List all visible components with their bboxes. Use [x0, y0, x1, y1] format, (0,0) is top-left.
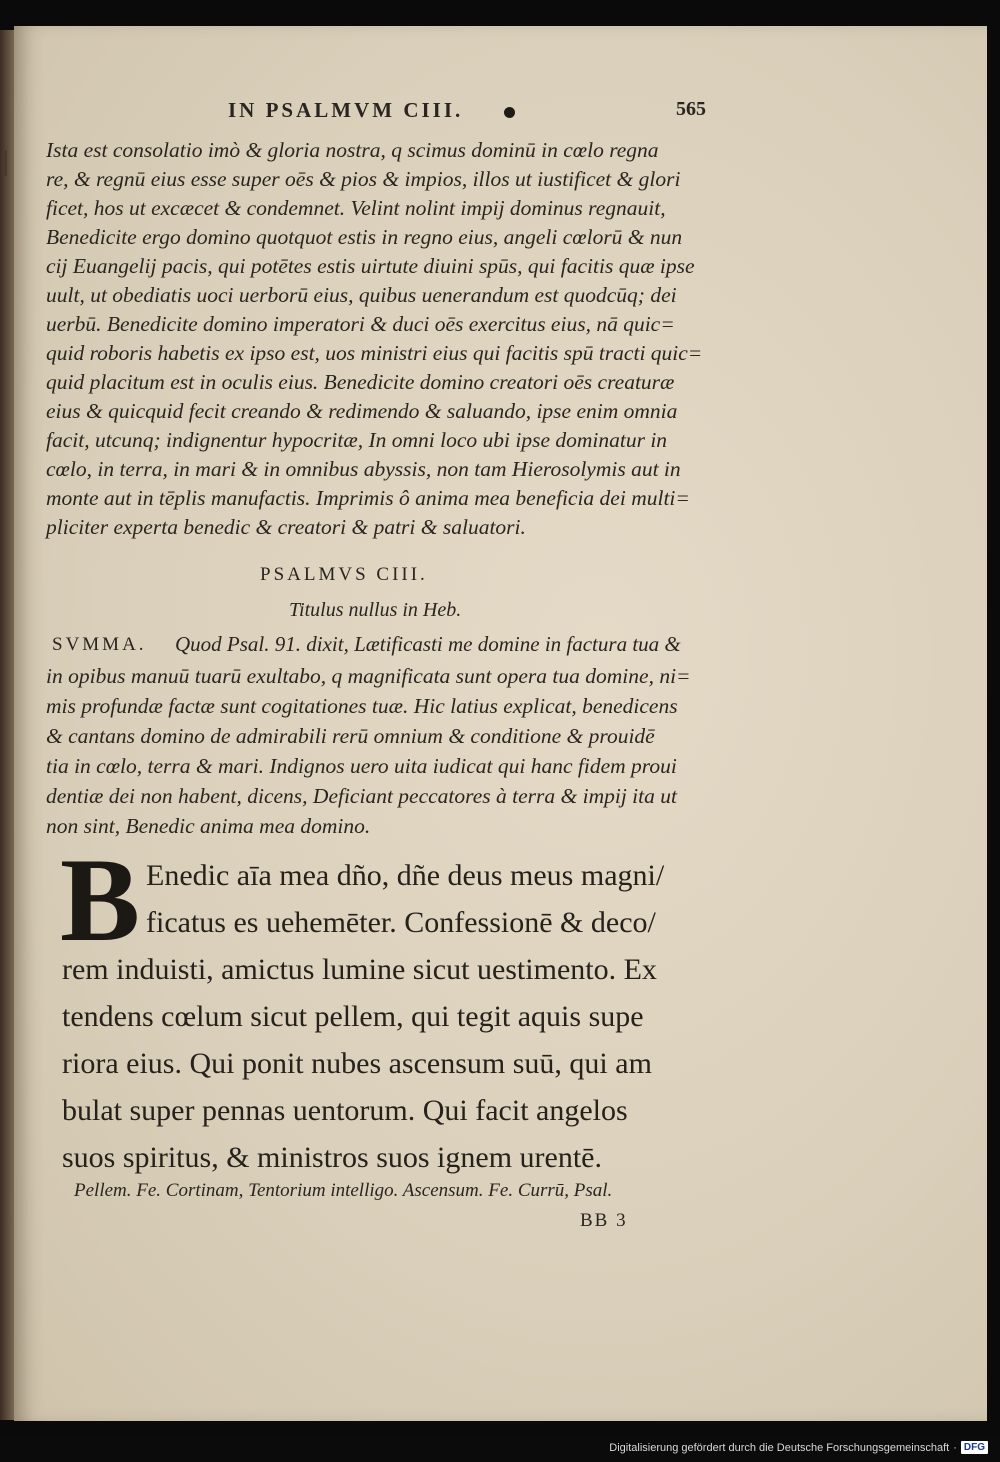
summa-label: SVMMA.	[52, 634, 147, 655]
summa-line: mis profundæ factæ sunt cogitationes tuæ. Hic latius explicat, benedicens	[46, 694, 678, 718]
summa-line: tia in cœlo, terra & mari. Indignos uero uita iudicat qui hanc fidem proui	[46, 754, 677, 778]
footer-credit	[609, 1441, 988, 1454]
summa-line: in opibus manuū tuarū exultabo, q magnificata sunt opera tua domine, ni=	[46, 664, 691, 688]
commentary-line: eius & quicquid fecit creando & redimendo & saluando, ipse enim omnia	[46, 399, 678, 423]
psalm-text-line: Enedic aīa mea dño, dñe deus meus magni/	[146, 859, 665, 892]
psalm-text-line: riora eius. Qui ponit nubes ascensum suū, qui am	[62, 1047, 652, 1080]
credit-separator: ·	[953, 1441, 957, 1454]
commentary-line: cij Euangelij pacis, qui potētes estis uirtute diuini spūs, qui facitis quæ ipse	[46, 254, 695, 278]
dfg-logo: DFG	[961, 1441, 988, 1454]
summa-line: & cantans domino de admirabili rerū omnium & conditione & prouidē	[46, 724, 655, 748]
commentary-line: quid placitum est in oculis eius. Benedicite domino creatori oēs creaturæ	[46, 370, 675, 394]
commentary-line: Benedicite ergo domino quotquot estis in regno eius, angeli cœlorū & nun	[46, 225, 683, 249]
header-dot	[504, 107, 515, 118]
psalm-text-line: bulat super pennas uentorum. Qui facit angelos	[62, 1094, 628, 1127]
running-title: IN PSALMVM CIII.	[228, 98, 464, 122]
psalm-text-block	[62, 852, 722, 1181]
commentary-line: quid roboris habetis ex ipso est, uos ministri eius qui facitis spū tracti quic=	[46, 341, 703, 365]
commentary-line: re, & regnū eius esse super oēs & pios & impios, illos ut iustificet & glori	[46, 167, 681, 191]
psalm-text-line: suos spiritus, & ministros suos ignem urentē.	[62, 1141, 602, 1174]
psalm-heading: PSALMVS CIII.	[260, 564, 428, 585]
commentary-line: ficet, hos ut excæcet & condemnet. Velint nolint impij dominus regnauit,	[46, 196, 666, 220]
page-number: 565	[676, 98, 706, 120]
commentary-line: cœlo, in terra, in mari & in omnibus abyssis, non tam Hierosolymis aut in	[46, 457, 681, 481]
psalm-subtitle: Titulus nullus in Heb.	[289, 599, 462, 621]
summa-line: non sint, Benedic anima mea domino.	[46, 814, 371, 838]
signature-mark: BB 3	[580, 1210, 628, 1231]
commentary-block	[46, 136, 716, 542]
commentary-line: uerbū. Benedicite domino imperatori & duci oēs exercitus eius, nā quic=	[46, 312, 675, 336]
psalm-text-line: rem induisti, amictus lumine sicut uestimento. Ex	[62, 953, 657, 986]
running-header	[228, 94, 768, 128]
margin-mark	[4, 150, 7, 176]
psalm-text-line: ficatus es uehemēter. Confessionē & deco/	[146, 906, 656, 939]
psalm-text-line: tendens cœlum sicut pellem, qui tegit aquis supe	[62, 1000, 644, 1033]
commentary-line: uult, ut obediatis uoci uerborū eius, quibus uenerandum est quodcūq; dei	[46, 283, 677, 307]
commentary-line: pliciter experta benedic & creatori & patri & saluatori.	[46, 515, 526, 539]
summa-line: dentiæ dei non habent, dicens, Deficiant peccatores à terra & impij ita ut	[46, 784, 677, 808]
commentary-line: facit, utcunq; indignentur hypocritæ, In omni loco ubi ipse dominatur in	[46, 428, 668, 452]
summa-block	[46, 661, 716, 841]
commentary-line: Ista est consolatio imò & gloria nostra, q scimus dominū in cœlo regna	[46, 138, 659, 162]
footnote: Pellem. Fe. Cortinam, Tentorium intelligo. Ascensum. Fe. Currū, Psal.	[74, 1180, 613, 1201]
commentary-line: monte aut in tēplis manufactis. Imprimis ô anima mea beneficia dei multi=	[46, 486, 690, 510]
summa-first-line: Quod Psal. 91. dixit, Lætificasti me domine in factura tua &	[175, 632, 681, 656]
drop-cap: B	[60, 833, 141, 966]
credit-text: Digitalisierung gefördert durch die Deutsche Forschungsgemeinschaft	[609, 1441, 950, 1454]
